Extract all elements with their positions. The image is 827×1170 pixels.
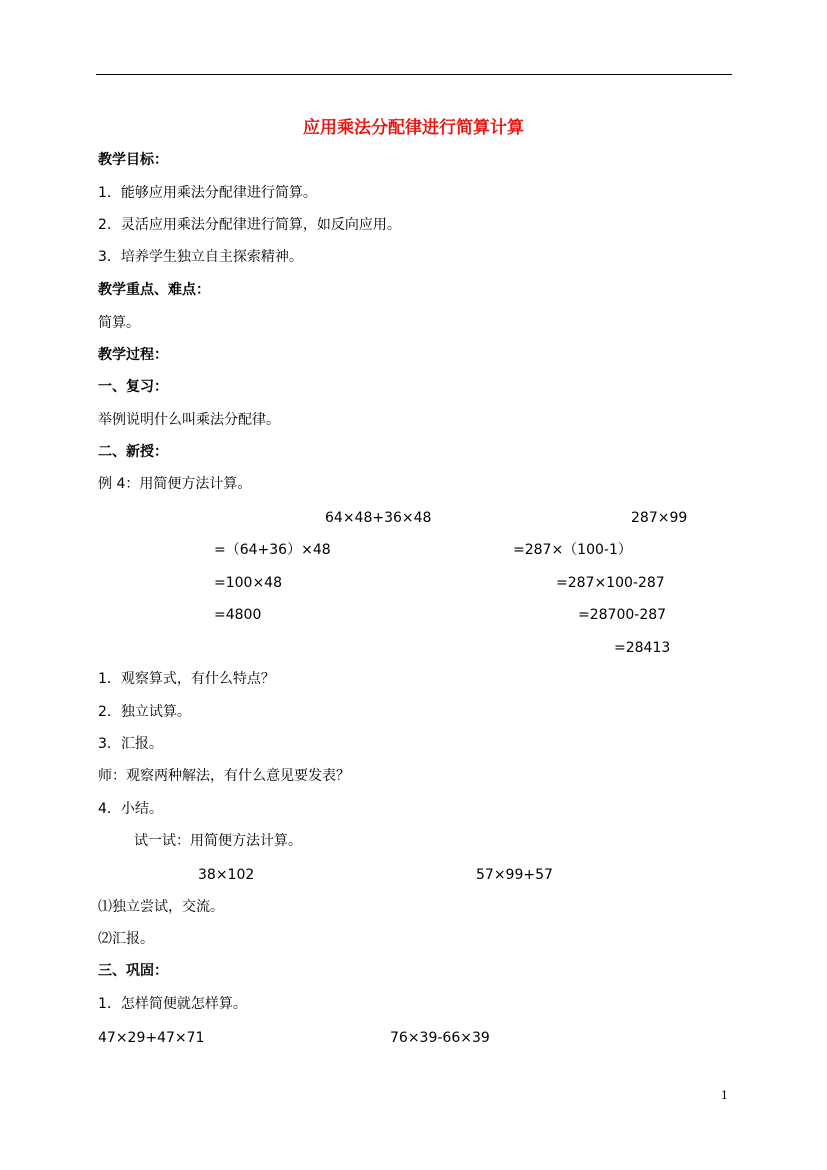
key-points-text: 简算。	[98, 315, 140, 331]
try-step: ⑴独立尝试，交流。	[98, 899, 224, 915]
objective-item: 3．培养学生独立自主探索精神。	[98, 249, 303, 265]
consolidate-expression: 76×39-66×39	[390, 1030, 490, 1046]
consolidate-heading: 三、巩固：	[98, 963, 168, 979]
new-heading: 二、新授：	[98, 444, 168, 460]
calc-right-line: =287×100-287	[556, 575, 665, 591]
step-item: 师：观察两种解法，有什么意见要发表？	[98, 768, 350, 784]
review-text: 举例说明什么叫乘法分配律。	[98, 412, 280, 428]
page-title: 应用乘法分配律进行简算计算	[303, 118, 524, 138]
header-rule	[96, 74, 732, 75]
step-item: 4．小结。	[98, 801, 163, 817]
key-points-heading: 教学重点、难点：	[98, 282, 210, 298]
process-heading: 教学过程：	[98, 347, 168, 363]
example-text: 例 4：用简便方法计算。	[98, 476, 252, 492]
try-expression: 57×99+57	[476, 867, 553, 883]
step-item: 1．观察算式，有什么特点？	[98, 671, 275, 687]
calc-right-line: =287×（100-1）	[513, 542, 632, 558]
calc-left-line: =100×48	[214, 575, 282, 591]
try-text: 试一试：用简便方法计算。	[134, 833, 302, 849]
try-expression: 38×102	[198, 867, 255, 883]
calc-left-line: =4800	[214, 607, 262, 623]
calc-right-line: =28413	[614, 640, 671, 656]
calc-left-line: 64×48+36×48	[325, 510, 432, 526]
page-number: 1	[721, 1089, 728, 1102]
consolidate-item: 1．怎样简便就怎样算。	[98, 996, 247, 1012]
review-heading: 一、复习：	[98, 379, 168, 395]
try-step: ⑵汇报。	[98, 931, 154, 947]
calc-left-line: =（64+36）×48	[214, 542, 331, 558]
objectives-heading: 教学目标：	[98, 152, 168, 168]
objective-item: 2．灵活应用乘法分配律进行简算，如反向应用。	[98, 217, 401, 233]
step-item: 2．独立试算。	[98, 704, 191, 720]
calc-right-line: 287×99	[631, 510, 688, 526]
step-item: 3．汇报。	[98, 736, 163, 752]
calc-right-line: =28700-287	[578, 607, 667, 623]
consolidate-expression: 47×29+47×71	[98, 1030, 205, 1046]
objective-item: 1．能够应用乘法分配律进行简算。	[98, 185, 317, 201]
